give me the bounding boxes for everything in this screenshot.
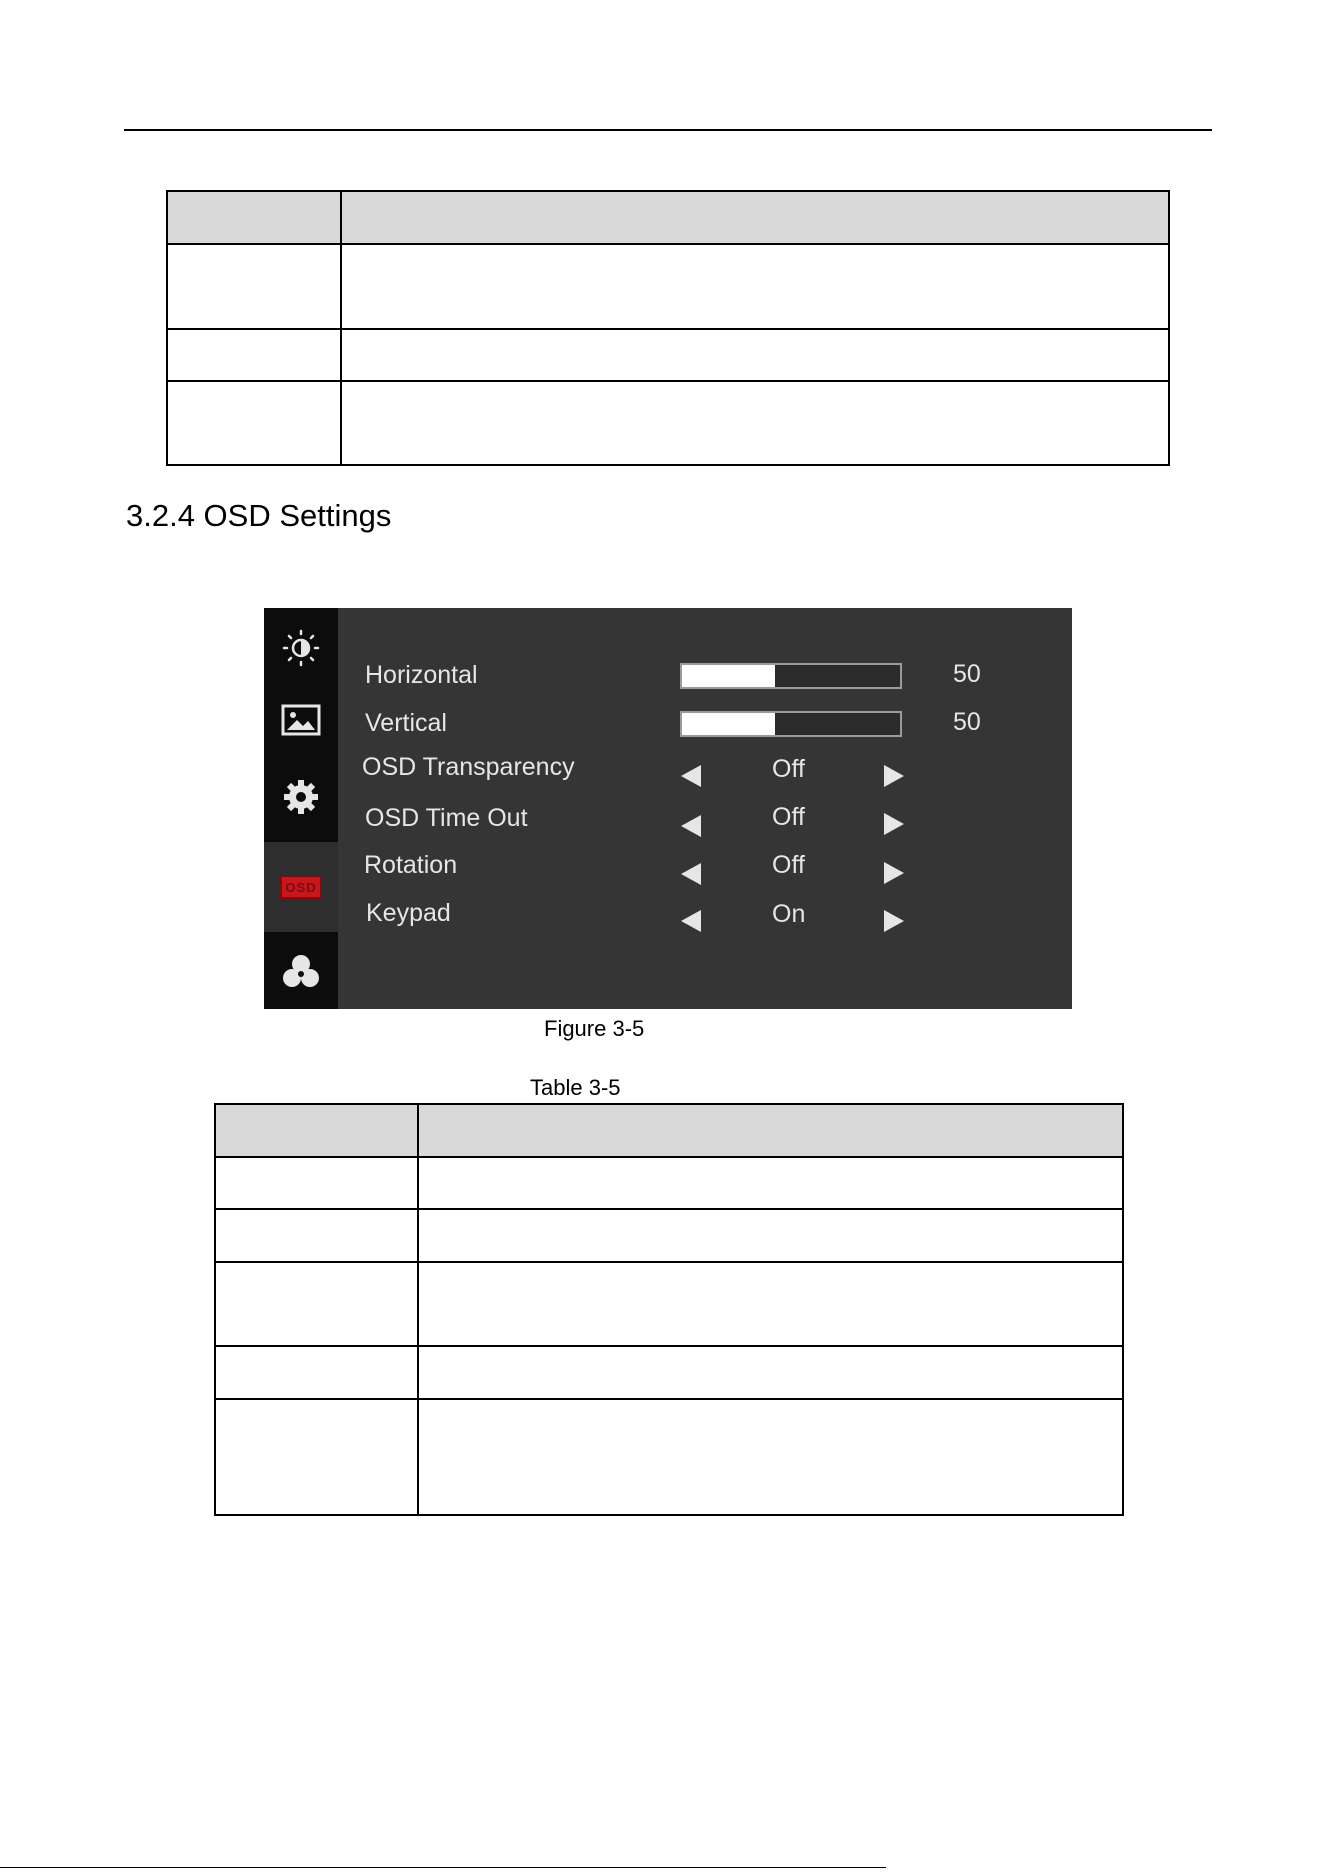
table-header-cell (341, 191, 1169, 244)
horizontal-slider-fill (682, 665, 775, 687)
table-cell (418, 1346, 1123, 1399)
table-cell (167, 329, 341, 381)
horizontal-slider[interactable] (680, 663, 902, 689)
osd-settings-table (214, 1103, 1124, 1516)
picture-icon (281, 703, 321, 737)
table-cell (215, 1262, 418, 1346)
rotation-left-arrow-icon[interactable] (681, 863, 701, 885)
table-header-row (167, 191, 1169, 244)
settings-gear-icon (281, 777, 321, 817)
osd-label-rotation: Rotation (364, 851, 458, 879)
osd-icon: OSD (280, 875, 322, 899)
rotation-value: Off (772, 851, 805, 879)
table-cell (167, 381, 341, 465)
table-row (215, 1157, 1123, 1209)
keypad-left-arrow-icon[interactable] (681, 910, 701, 932)
horizontal-value: 50 (953, 660, 981, 688)
table-cell (418, 1262, 1123, 1346)
table-cell (215, 1399, 418, 1515)
transparency-value: Off (772, 755, 805, 783)
time-out-right-arrow-icon[interactable] (884, 813, 904, 835)
vertical-slider-fill (682, 713, 775, 735)
keypad-right-arrow-icon[interactable] (884, 910, 904, 932)
table-cell (215, 1346, 418, 1399)
color-icon (281, 952, 321, 990)
brightness-icon (281, 628, 321, 668)
header-rule (124, 129, 1212, 131)
transparency-left-arrow-icon[interactable] (681, 765, 701, 787)
rotation-right-arrow-icon[interactable] (884, 862, 904, 884)
sidebar-item-settings[interactable] (264, 757, 338, 837)
table-header-cell (418, 1104, 1123, 1157)
table-header-cell (167, 191, 341, 244)
keypad-value: On (772, 900, 806, 928)
osd-label-keypad: Keypad (366, 899, 451, 927)
time-out-left-arrow-icon[interactable] (681, 815, 701, 837)
figure-caption: Figure 3-5 (544, 1016, 645, 1041)
transparency-right-arrow-icon[interactable] (884, 765, 904, 787)
table-row (167, 244, 1169, 329)
osd-sidebar (264, 608, 338, 1009)
table-row (167, 381, 1169, 465)
osd-menu-figure (264, 608, 1072, 1009)
osd-label-transparency: OSD Transparency (362, 753, 575, 781)
table-cell (215, 1157, 418, 1209)
section-heading: 3.2.4 OSD Settings (126, 498, 392, 533)
time-out-value: Off (772, 803, 805, 831)
table-cell (167, 244, 341, 329)
sidebar-item-osd[interactable] (264, 842, 338, 932)
table-row (215, 1399, 1123, 1515)
vertical-value: 50 (953, 708, 981, 736)
table-row (215, 1209, 1123, 1262)
table-header-cell (215, 1104, 418, 1157)
osd-label-horizontal: Horizontal (365, 661, 478, 689)
osd-label-time-out: OSD Time Out (365, 804, 528, 832)
table-cell (215, 1209, 418, 1262)
vertical-slider[interactable] (680, 711, 902, 737)
sidebar-item-picture[interactable] (264, 680, 338, 760)
table-row (215, 1262, 1123, 1346)
table-row (167, 329, 1169, 381)
table-caption: Table 3-5 (530, 1075, 621, 1100)
table-cell (341, 329, 1169, 381)
osd-label-vertical: Vertical (365, 709, 447, 737)
table-cell (418, 1209, 1123, 1262)
previous-settings-table (166, 190, 1170, 466)
table-cell (341, 381, 1169, 465)
footer-rule (0, 1867, 886, 1868)
table-cell (418, 1157, 1123, 1209)
sidebar-item-color[interactable] (264, 932, 338, 1009)
table-cell (341, 244, 1169, 329)
table-cell (418, 1399, 1123, 1515)
table-row (215, 1346, 1123, 1399)
table-header-row (215, 1104, 1123, 1157)
sidebar-item-brightness[interactable] (264, 608, 338, 688)
